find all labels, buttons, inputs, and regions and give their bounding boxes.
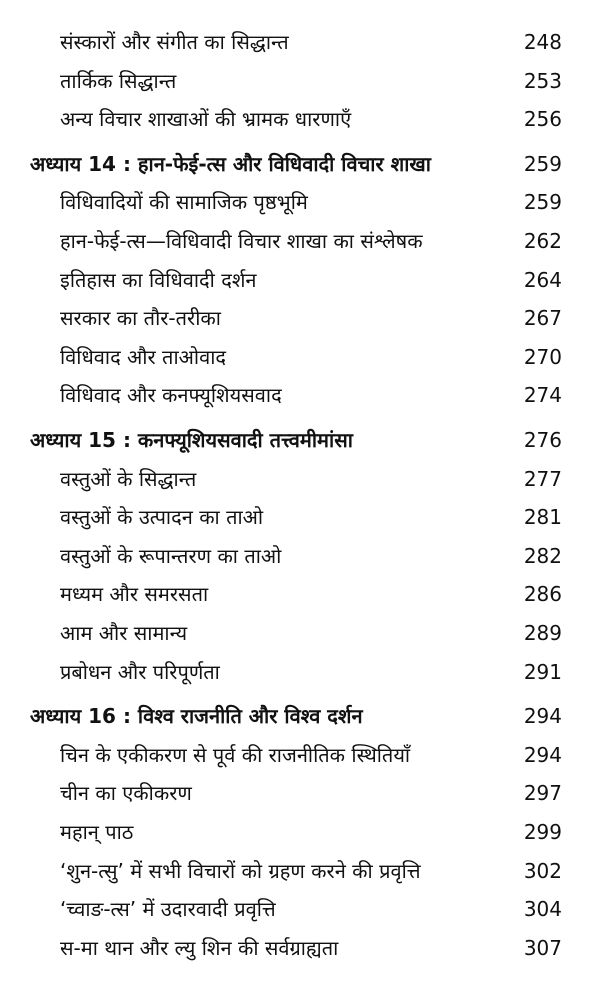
toc-entry-row[interactable] (0, 300, 600, 336)
toc-entry-title: विधिवाद और कनफ्यूशियसवाद (60, 383, 282, 408)
chapter-page-number: 259 (523, 151, 562, 176)
toc-entry-row[interactable] (0, 538, 600, 574)
chapter-title: अध्याय 14 : हान-फेई-त्स और विधिवादी विचार शाखा (30, 151, 431, 176)
toc-entry-row[interactable] (0, 461, 600, 497)
toc-entry-page-number: 289 (523, 621, 562, 645)
toc-entry-page-number: 281 (523, 505, 562, 530)
toc-entry-page-number: 253 (523, 68, 562, 93)
toc-entry-page-number: 307 (523, 935, 562, 960)
toc-entry-page-number: 302 (523, 858, 562, 883)
toc-entry-title: चिन के एकीकरण से पूर्व की राजनीतिक स्थितियाँ (60, 742, 411, 767)
toc-entry-row[interactable] (0, 377, 600, 413)
toc-entry-page-number: 267 (523, 306, 562, 331)
toc-entry-page-number: 256 (523, 107, 562, 132)
toc-entry-page-number: 259 (523, 190, 562, 215)
toc-entry-title: विधिवादियों की सामाजिक पृष्ठभूमि (60, 190, 308, 215)
toc-entry-title: ‘च्वाङ-त्स’ में उदारवादी प्रवृत्ति (60, 897, 276, 922)
toc-entry-title: मध्यम और समरसता (60, 582, 209, 607)
chapter-page-number: 276 (523, 428, 562, 452)
toc-entry-title: महान् पाठ (60, 820, 134, 844)
toc-entry-row[interactable] (0, 262, 600, 298)
toc-entry-row[interactable] (0, 223, 600, 259)
toc-entry-row[interactable] (0, 184, 600, 220)
toc-entry-title: विधिवाद और ताओवाद (60, 344, 227, 369)
chapter-title: अध्याय 15 : कनफ्यूशियसवादी तत्त्वमीमांसा (30, 428, 353, 452)
toc-entry-row[interactable] (0, 654, 600, 690)
toc-entry-title: आम और सामान्य (60, 621, 188, 645)
toc-entry-page-number: 299 (523, 820, 562, 844)
toc-entry-row[interactable] (0, 63, 600, 99)
toc-entry-title: प्रबोधन और परिपूर्णता (60, 659, 220, 684)
toc-entry-row[interactable] (0, 576, 600, 612)
toc-entry-page-number: 262 (523, 229, 562, 253)
toc-entry-row[interactable] (0, 737, 600, 773)
toc-entry-row[interactable] (0, 814, 600, 850)
toc-entry-page-number: 286 (523, 582, 562, 607)
toc-entry-page-number: 294 (523, 742, 562, 767)
toc-entry-page-number: 297 (523, 781, 562, 806)
chapter-heading-row[interactable] (0, 422, 600, 458)
toc-entry-row[interactable] (0, 891, 600, 927)
toc-entry-page-number: 248 (523, 30, 562, 54)
toc-entry-row[interactable] (0, 615, 600, 651)
toc-entry-row[interactable] (0, 24, 600, 60)
toc-entry-title: वस्तुओं के रूपान्तरण का ताओ (60, 543, 282, 568)
chapter-title: अध्याय 16 : विश्व राजनीति और विश्व दर्शन (30, 704, 363, 729)
toc-entry-title: स-मा थान और ल्यु शिन की सर्वग्राह्यता (60, 935, 339, 960)
toc-entry-row[interactable] (0, 499, 600, 535)
chapter-heading-row[interactable] (0, 698, 600, 734)
toc-entry-page-number: 270 (523, 344, 562, 369)
toc-entry-page-number: 291 (523, 659, 562, 684)
toc-entry-page-number: 274 (523, 383, 562, 408)
toc-entry-title: इतिहास का विधिवादी दर्शन (60, 267, 257, 292)
toc-entry-page-number: 264 (523, 267, 562, 292)
toc-entry-title: अन्य विचार शाखाओं की भ्रामक धारणाएँ (60, 107, 352, 132)
toc-entry-page-number: 304 (523, 897, 562, 922)
toc-entry-title: वस्तुओं के सिद्धान्त (60, 466, 197, 491)
toc-entry-title: सरकार का तौर-तरीका (60, 306, 221, 331)
toc-entry-row[interactable] (0, 339, 600, 375)
toc-entry-title: हान-फेई-त्स—विधिवादी विचार शाखा का संश्लेषक (60, 229, 423, 253)
chapter-heading-row[interactable] (0, 146, 600, 182)
toc-entry-page-number: 277 (523, 466, 562, 491)
chapter-page-number: 294 (523, 704, 562, 729)
toc-entry-title: ‘शुन-त्सु’ में सभी विचारों को ग्रहण करने की प्रवृत्ति (60, 858, 421, 883)
toc-entry-row[interactable] (0, 930, 600, 966)
toc-entry-title: चीन का एकीकरण (60, 781, 192, 806)
toc-entry-page-number: 282 (523, 543, 562, 568)
toc-entry-row[interactable] (0, 101, 600, 137)
toc-entry-row[interactable] (0, 775, 600, 811)
toc-entry-row[interactable] (0, 853, 600, 889)
toc-entry-title: संस्कारों और संगीत का सिद्धान्त (60, 30, 289, 54)
toc-entry-title: वस्तुओं के उत्पादन का ताओ (60, 505, 264, 530)
toc-entry-title: तार्किक सिद्धान्त (60, 68, 177, 93)
